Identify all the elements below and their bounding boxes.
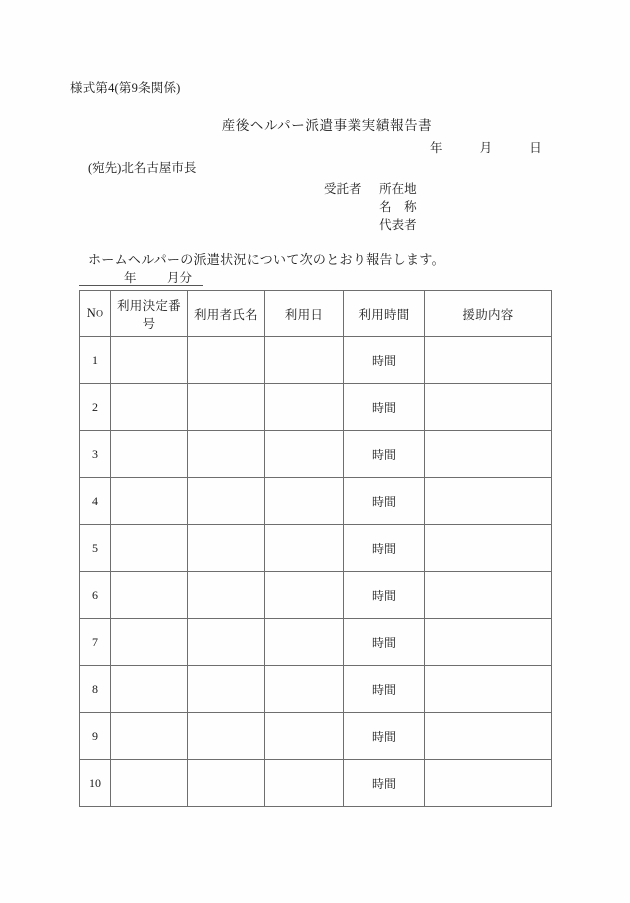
date-year-label: 年 <box>430 141 443 155</box>
submission-date-line <box>430 138 542 156</box>
period-year-label: 年 <box>124 271 137 285</box>
table-header-row <box>80 291 552 337</box>
cell-use-hours[interactable]: 時間 <box>344 713 425 760</box>
form-number: 様式第4(第9条関係) <box>70 81 181 95</box>
header-assistance: 援助内容 <box>425 291 552 337</box>
cell-permit-number[interactable] <box>111 384 188 431</box>
cell-assistance[interactable] <box>425 431 552 478</box>
cell-use-date[interactable] <box>265 713 344 760</box>
cell-use-date[interactable] <box>265 619 344 666</box>
cell-no[interactable]: 3 <box>80 431 111 478</box>
cell-assistance[interactable] <box>425 478 552 525</box>
table-row <box>80 619 552 666</box>
cell-permit-number[interactable] <box>111 760 188 807</box>
table-row <box>80 337 552 384</box>
cell-no[interactable]: 1 <box>80 337 111 384</box>
cell-assistance[interactable] <box>425 337 552 384</box>
cell-permit-number[interactable] <box>111 478 188 525</box>
addressee-line: (宛先)北名古屋市長 <box>88 161 197 175</box>
cell-use-hours[interactable]: 時間 <box>344 384 425 431</box>
contractor-location-label: 所在地 <box>379 182 417 196</box>
contractor-block <box>324 180 435 234</box>
table-row <box>80 666 552 713</box>
cell-use-hours[interactable]: 時間 <box>344 619 425 666</box>
cell-assistance[interactable] <box>425 525 552 572</box>
cell-assistance[interactable] <box>425 713 552 760</box>
cell-permit-number[interactable] <box>111 713 188 760</box>
cell-permit-number[interactable] <box>111 431 188 478</box>
table-row <box>80 478 552 525</box>
period-month-label: 月分 <box>167 271 193 285</box>
cell-use-date[interactable] <box>265 666 344 713</box>
table-row <box>80 572 552 619</box>
cell-use-hours[interactable]: 時間 <box>344 572 425 619</box>
table-row <box>80 431 552 478</box>
cell-user-name[interactable] <box>188 572 265 619</box>
cell-assistance[interactable] <box>425 666 552 713</box>
cell-use-date[interactable] <box>265 760 344 807</box>
cell-permit-number[interactable] <box>111 572 188 619</box>
cell-no[interactable]: 9 <box>80 713 111 760</box>
cell-use-date[interactable] <box>265 431 344 478</box>
header-no: NO <box>80 291 111 337</box>
cell-use-hours[interactable]: 時間 <box>344 525 425 572</box>
header-use-hours: 利用時間 <box>344 291 425 337</box>
cell-no[interactable]: 7 <box>80 619 111 666</box>
cell-permit-number[interactable] <box>111 525 188 572</box>
dispatch-record-table <box>79 290 552 807</box>
cell-user-name[interactable] <box>188 384 265 431</box>
cell-no[interactable]: 10 <box>80 760 111 807</box>
cell-use-hours[interactable]: 時間 <box>344 760 425 807</box>
table-row <box>80 384 552 431</box>
cell-user-name[interactable] <box>188 525 265 572</box>
cell-assistance[interactable] <box>425 760 552 807</box>
table-row <box>80 713 552 760</box>
cell-user-name[interactable] <box>188 431 265 478</box>
cell-user-name[interactable] <box>188 619 265 666</box>
contractor-representative-label: 代表者 <box>379 218 417 232</box>
cell-use-date[interactable] <box>265 572 344 619</box>
header-user-name: 利用者氏名 <box>188 291 265 337</box>
table-row <box>80 760 552 807</box>
cell-assistance[interactable] <box>425 384 552 431</box>
cell-use-date[interactable] <box>265 384 344 431</box>
date-month-label: 月 <box>479 141 493 155</box>
header-permit-number: 利用決定番号 <box>111 291 188 337</box>
cell-permit-number[interactable] <box>111 619 188 666</box>
cell-user-name[interactable] <box>188 337 265 384</box>
document-title: 産後ヘルパー派遣事業実績報告書 <box>221 118 433 133</box>
cell-assistance[interactable] <box>425 572 552 619</box>
cell-use-date[interactable] <box>265 478 344 525</box>
table-body <box>80 337 552 807</box>
cell-permit-number[interactable] <box>111 337 188 384</box>
report-statement: ホームヘルパーの派遣状況について次のとおり報告します。 <box>88 252 445 267</box>
contractor-row-representative <box>324 216 435 234</box>
cell-user-name[interactable] <box>188 478 265 525</box>
cell-user-name[interactable] <box>188 760 265 807</box>
cell-permit-number[interactable] <box>111 666 188 713</box>
cell-no[interactable]: 5 <box>80 525 111 572</box>
contractor-row-location <box>324 180 435 198</box>
cell-no[interactable]: 2 <box>80 384 111 431</box>
cell-no[interactable]: 4 <box>80 478 111 525</box>
contractor-label: 受託者 <box>324 182 362 196</box>
contractor-name-label: 名 称 <box>379 200 417 214</box>
cell-use-date[interactable] <box>265 525 344 572</box>
cell-use-hours[interactable]: 時間 <box>344 666 425 713</box>
cell-use-hours[interactable]: 時間 <box>344 431 425 478</box>
cell-user-name[interactable] <box>188 713 265 760</box>
reporting-period-line <box>79 268 203 286</box>
header-use-date: 利用日 <box>265 291 344 337</box>
cell-no[interactable]: 8 <box>80 666 111 713</box>
cell-use-hours[interactable]: 時間 <box>344 478 425 525</box>
cell-user-name[interactable] <box>188 666 265 713</box>
cell-no[interactable]: 6 <box>80 572 111 619</box>
cell-use-hours[interactable]: 時間 <box>344 337 425 384</box>
cell-assistance[interactable] <box>425 619 552 666</box>
cell-use-date[interactable] <box>265 337 344 384</box>
table-row <box>80 525 552 572</box>
contractor-row-name <box>324 198 435 216</box>
date-day-label: 日 <box>529 141 542 155</box>
